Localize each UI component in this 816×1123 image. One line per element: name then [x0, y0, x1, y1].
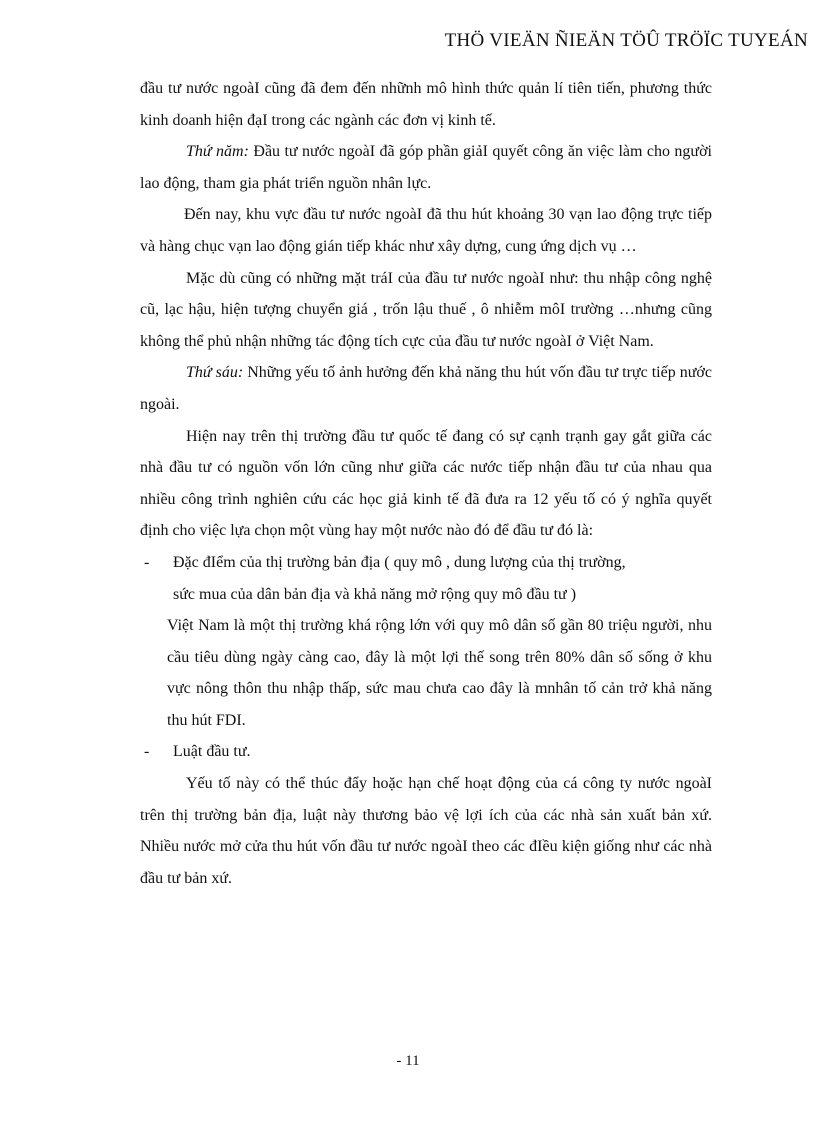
page-number: - 11	[396, 1053, 420, 1069]
paragraph-2-text: Đầu tư nước ngoàI đã góp phần giảI quyết công ăn việc làm cho người lao động, tham gia phát triển nguồn nhân lực.	[140, 143, 712, 192]
paragraph-1: đầu tư nước ngoàI cũng đã đem đến nhữnh mô hình thức quản lí tiên tiến, phương thức kinh doanh hiện đạI trong các ngành các đơn vị kinh tế.	[140, 80, 712, 129]
paragraph-5	[140, 357, 712, 420]
bullet-item-1	[144, 547, 712, 579]
bullet-item-1-text: Đặc đIểm của thị trường bản địa ( quy mô , dung lượng của thị trường,	[173, 553, 626, 571]
paragraph-5-text: Những yếu tố ảnh hưởng đến khả năng thu hút vốn đầu tư trực tiếp nước ngoài.	[140, 364, 712, 413]
bullet-item-2	[144, 736, 712, 768]
paragraph-8: Yếu tố này có thể thúc đẩy hoặc hạn chế hoạt động của cá công ty nước ngoàI trên thị trường bản địa, luật này thương bảo vệ lợi ích của các nhà sản xuất bản xứ. Nhiều nước mở cửa thu hút vốn đầu tư nước ngoàI theo các đIều kiện giống như các nhà đầu tư bản xứ.	[140, 775, 712, 887]
paragraph-2-lead: Thứ năm:	[186, 143, 249, 161]
paragraph-5-lead: Thứ sáu:	[186, 364, 244, 382]
bullet-item-1-continuation: sức mua của dân bản địa và khả năng mở rộng quy mô đầu tư )	[173, 585, 577, 603]
paragraph-6: Hiện nay trên thị trường đầu tư quốc tế đang có sự cạnh trạnh gay gắt giữa các nhà đầu tư có nguồn vốn lớn cũng như giữa các nước tiếp nhận đầu tư của nhau qua nhiều công trình nghiên cứu các học giả kinh tế đã đưa ra 12 yếu tố có ý nghĩa quyết định cho việc lựa chọn một vùng hay một nước nào đó để đầu tư đó là:	[140, 427, 712, 540]
page-header: THÖ VIEÄN ÑIEÄN TÖÛ TRÖÏC TUYEÁN	[444, 30, 808, 51]
bullet-dash: -	[144, 743, 150, 761]
paragraph-7: Việt Nam là một thị trường khá rộng lớn với quy mô dân số gần 80 triệu người, nhu cầu tiêu dùng ngày càng cao, đây là một lợi thế song trên 80% dân số sống ở khu vực nông thôn thu nhập thấp, sức mau chưa cao đây là mnhân tố cản trở khả năng thu hút FDI.	[167, 617, 712, 729]
bullet-item-2-text: Luật đầu tư.	[173, 743, 251, 761]
document-body	[140, 73, 712, 894]
bullet-dash: -	[144, 553, 150, 571]
paragraph-4: Mặc dù cũng có những mặt tráI của đầu tư nước ngoàI như: thu nhập công nghệ cũ, lạc hậu, hiện tượng chuyển giá , trốn lậu thuế , ô nhiễm môI trường …nhưng cũng không thể phủ nhận những tác động tích cực của đầu tư nước ngoàI ở Việt Nam.	[140, 269, 712, 350]
paragraph-3: Đến nay, khu vực đầu tư nước ngoàI đã thu hút khoảng 30 vạn lao động trực tiếp và hàng chục vạn lao động gián tiếp khác như xây dựng, cung ứng dịch vụ …	[140, 206, 712, 255]
paragraph-2	[140, 136, 712, 199]
